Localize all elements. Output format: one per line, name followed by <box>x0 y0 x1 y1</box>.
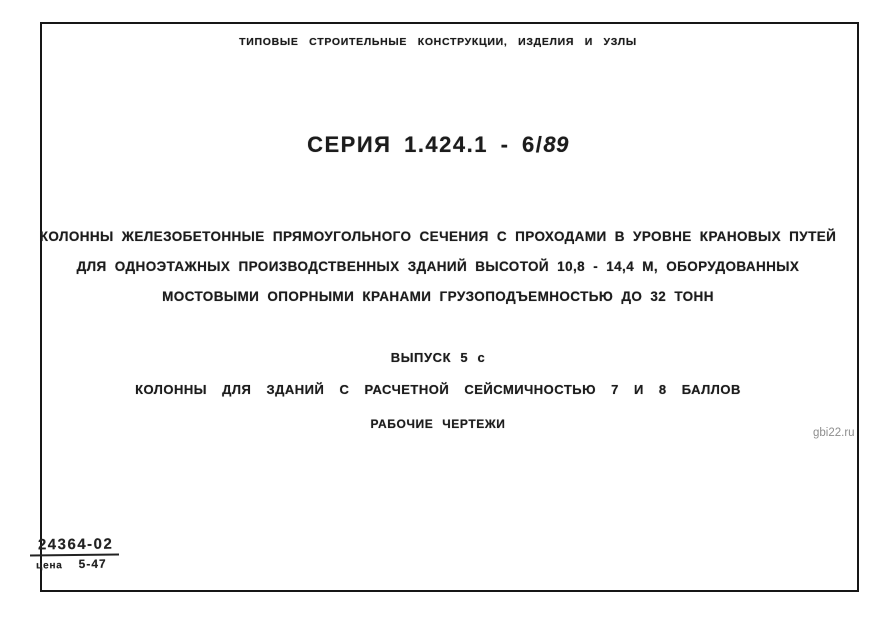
main-title-line-3: МОСТОВЫМИ ОПОРНЫМИ КРАНАМИ ГРУЗОПОДЪЕМНОСТЬЮ ДО 32 ТОНН <box>162 289 714 304</box>
main-title-line-2: ДЛЯ ОДНОЭТАЖНЫХ ПРОИЗВОДСТВЕННЫХ ЗДАНИЙ ВЫСОТОЙ 10,8 - 14,4 М, ОБОРУДОВАННЫХ <box>76 259 800 274</box>
document-category-header: ТИПОВЫЕ СТРОИТЕЛЬНЫЕ КОНСТРУКЦИИ, ИЗДЕЛИЯ И УЗЛЫ <box>239 36 637 48</box>
inventory-number: 24364-02 <box>30 536 120 557</box>
document-type-label: РАБОЧИЕ ЧЕРТЕЖИ <box>370 417 506 431</box>
series-number: СЕРИЯ 1.424.1 - 6/ <box>307 132 544 157</box>
series-title <box>0 132 876 158</box>
inventory-stamp <box>30 536 120 572</box>
price-value: 5-47 <box>78 556 107 571</box>
price-row <box>30 557 120 572</box>
price-label: цена <box>36 560 63 572</box>
site-watermark: gbi22.ru <box>813 427 855 439</box>
issue-number: ВЫПУСК 5 с <box>390 350 486 365</box>
series-year-handwritten: 89 <box>543 132 569 157</box>
main-title-line-1: КОЛОННЫ ЖЕЛЕЗОБЕТОННЫЕ ПРЯМОУГОЛЬНОГО СЕЧЕНИЯ С ПРОХОДАМИ В УРОВНЕ КРАНОВЫХ ПУТЕЙ <box>39 229 837 244</box>
main-title <box>0 222 876 312</box>
issue-subtitle: КОЛОННЫ ДЛЯ ЗДАНИЙ С РАСЧЕТНОЙ СЕЙСМИЧНОСТЬЮ 7 И 8 БАЛЛОВ <box>135 382 741 397</box>
